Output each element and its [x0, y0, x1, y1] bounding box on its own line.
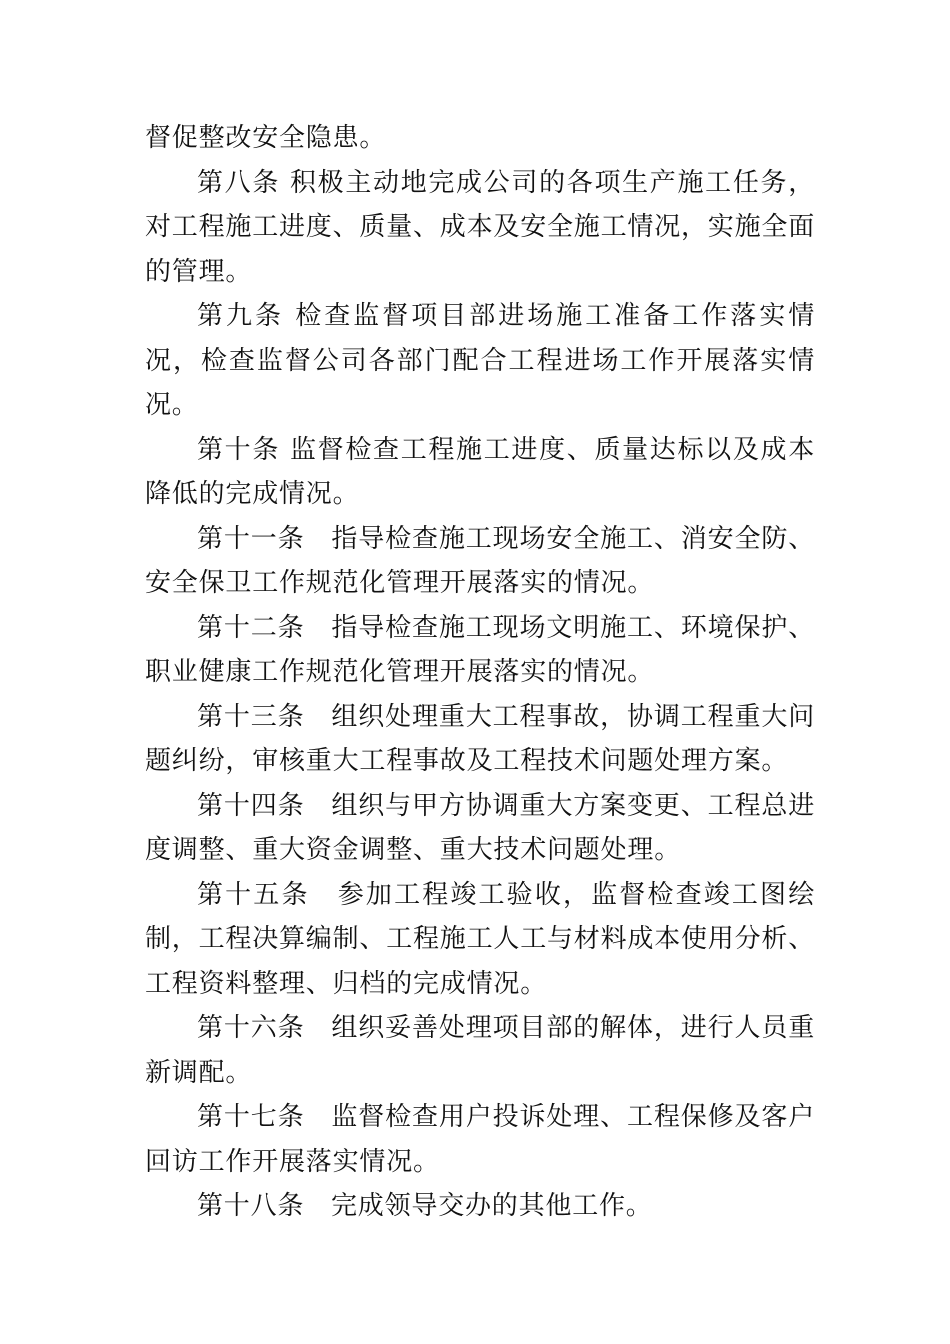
article-16-paragraph: 第十六条 组织妥善处理项目部的解体，进行人员重新调配。: [145, 1013, 815, 1088]
document-body: [145, 116, 815, 1229]
article-17-paragraph: 第十七条 监督检查用户投诉处理、工程保修及客户回访工作开展落实情况。: [145, 1102, 815, 1177]
article-10-paragraph: 第十条 监督检查工程施工进度、质量达标以及成本降低的完成情况。: [145, 434, 815, 509]
article-14-paragraph: 第十四条 组织与甲方协调重大方案变更、工程总进度调整、重大资金调整、重大技术问题处理。: [145, 790, 815, 865]
article-18-paragraph: 第十八条 完成领导交办的其他工作。: [197, 1191, 653, 1221]
article-8-paragraph: 第八条 积极主动地完成公司的各项生产施工任务，对工程施工进度、质量、成本及安全施工情况，实施全面的管理。: [145, 167, 816, 287]
article-9-paragraph: 第九条 检查监督项目部进场施工准备工作落实情况，检查监督公司各部门配合工程进场工作开展落实情况。: [145, 301, 815, 420]
article-13-paragraph: 第十三条 组织处理重大工程事故，协调工程重大问题纠纷，审核重大工程事故及工程技术问题处理方案。: [145, 701, 815, 776]
paragraph-continuation: 督促整改安全隐患。: [145, 123, 387, 153]
article-11-paragraph: 第十一条 指导检查施工现场安全施工、消安全防、安全保卫工作规范化管理开展落实的情况。: [145, 523, 815, 598]
article-12-paragraph: 第十二条 指导检查施工现场文明施工、环境保护、职业健康工作规范化管理开展落实的情况。: [145, 612, 815, 687]
article-15-paragraph: 第十五条 参加工程竣工验收，监督检查竣工图绘制，工程决算编制、工程施工人工与材料成本使用分析、工程资料整理、归档的完成情况。: [145, 879, 816, 999]
